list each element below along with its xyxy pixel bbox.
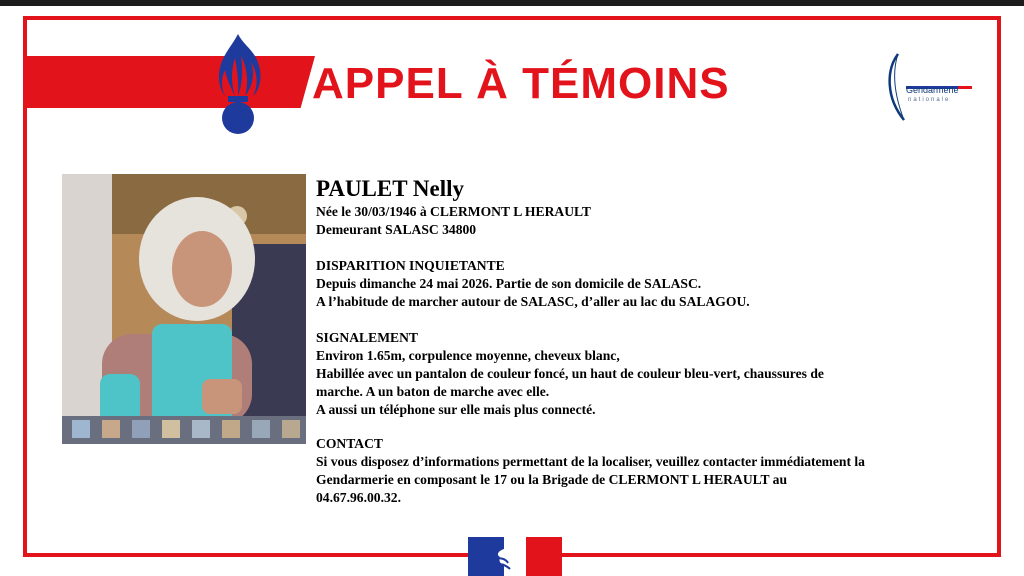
logo-subtext: nationale: [908, 97, 951, 103]
logo-text: Gendarmerie: [906, 85, 959, 95]
section-line: Si vous disposez d’informations permettant de la localiser, veuillez contacter immédiatement la: [316, 454, 865, 469]
signalement-section: [316, 329, 956, 419]
section-heading: DISPARITION INQUIETANTE: [316, 258, 505, 273]
section-line: Environ 1.65m, corpulence moyenne, cheveux blanc,: [316, 348, 620, 363]
section-line: marche. A un baton de marche avec elle.: [316, 384, 550, 399]
section-line: 04.67.96.00.32.: [316, 490, 401, 505]
section-line: A l’habitude de marcher autour de SALASC, d’aller au lac du SALAGOU.: [316, 294, 750, 309]
section-heading: SIGNALEMENT: [316, 330, 418, 345]
disparition-section: [316, 257, 956, 311]
section-heading: CONTACT: [316, 436, 383, 451]
birth-info: Née le 30/03/1946 à CLERMONT L HERAULT: [316, 204, 591, 219]
title-banner-bar: [27, 56, 315, 108]
section-line: Depuis dimanche 24 mai 2026. Partie de son domicile de SALASC.: [316, 276, 702, 291]
marianne-flag-icon: [468, 537, 562, 576]
section-line: Gendarmerie en composant le 17 ou la Brigade de CLERMONT L HERAULT au: [316, 472, 788, 487]
missing-person-poster: [0, 6, 1024, 576]
identity-block: [316, 203, 956, 239]
residence-info: Demeurant SALASC 34800: [316, 222, 477, 237]
missing-person-photo: [62, 174, 306, 444]
section-line: Habillée avec un pantalon de couleur foncé, un haut de couleur bleu-vert, chaussures de: [316, 366, 824, 381]
contact-section: [316, 435, 956, 507]
page-title: APPEL À TÉMOINS: [312, 59, 730, 108]
section-line: A aussi un téléphone sur elle mais plus connecté.: [316, 402, 596, 417]
gendarmerie-grenade-icon: [205, 30, 271, 136]
person-name: PAULET Nelly: [316, 176, 465, 201]
